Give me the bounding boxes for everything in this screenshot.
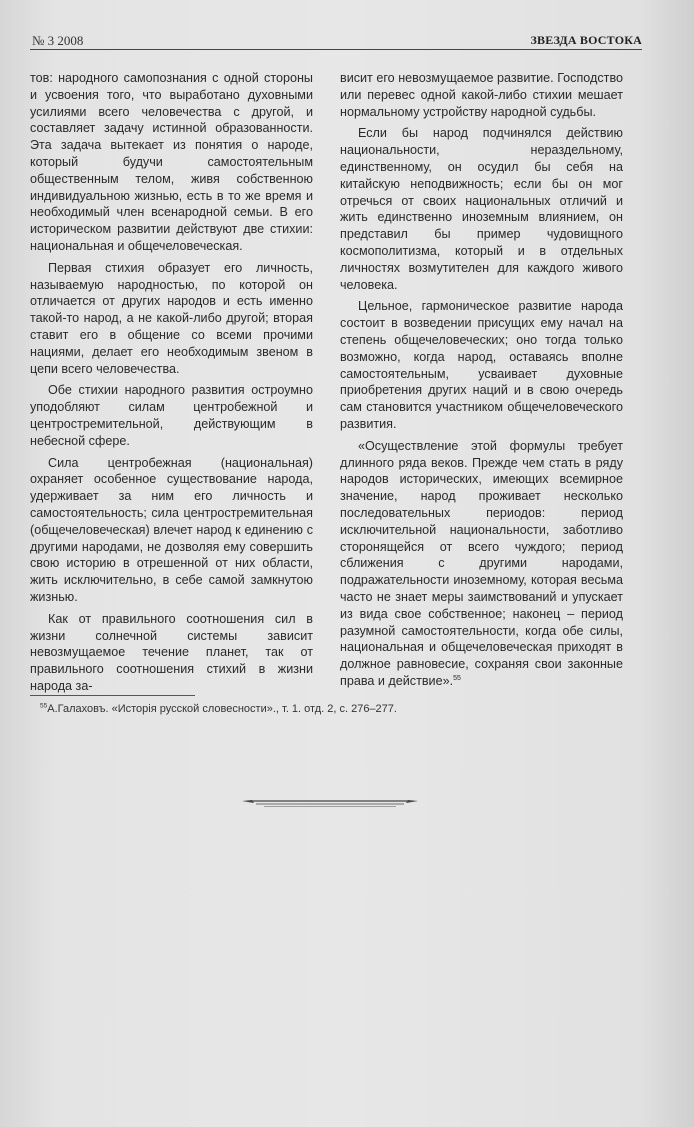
section-end-ornament	[240, 797, 420, 809]
paragraph: Сила центробежная (национальная) охраняет особенное существование народа, удерживает за ним его личность и самостоятельность; сила центростремительная (общечеловеческая) влечет народ к единению с другими народами, не дозволяя ему совершить свою историю в отрешенной от них области, жить исключительно, в себе самой замкнутою жизнью.	[30, 455, 313, 604]
paragraph: Первая стихия образует его личность, называемую народностью, по которой он отличается от других народов и есть именно такой-то народ, а не какой-либо другой; вторая ставит его в общение со всеми прочими нациями, делает его необходимым звеном в цепи всего человечества.	[30, 260, 313, 376]
journal-title: ЗВЕЗДА ВОСТОКА	[530, 33, 642, 47]
paragraph: висит его невозмущаемое развитие. Господство или перевес одной какой-либо стихии мешает нормальному устройству народной судьбы.	[340, 71, 623, 119]
paragraph: тов: народного самопознания с одной стороны и усвоения того, что выработано духовными усилиями всего человечества с другой, и составляет задачу истинной образованности. Эта задача вытекает из понятия о народе, который будучи самостоятельным общественным телом, живя собственною индивидуальною жизнью, есть в то же время и необходимый член всенародной семьи. В его историческом развитии действуют две стихии: национальная и общечеловеческая.	[30, 71, 313, 253]
left-column	[30, 70, 313, 700]
footnote	[40, 703, 640, 715]
paragraph	[340, 438, 623, 690]
footnote-text: А.Галаховъ. «Исторія русской словесности»., т. 1. отд. 2, с. 276–277.	[47, 703, 397, 715]
footnote-marker: 55	[40, 702, 48, 710]
page-header	[30, 33, 642, 50]
quote-text: «Осуществление этой формулы требует длинного ряда веков. Прежде чем стать в ряду народов исторических, имеющих всемирное значение, народ проживает несколько последовательных периодов: период исключительной национальности, заботливо сторонящейся от всего чуждого; период сближения с другими народами, подражательности иноземному, которая весьма часто не знает меры заимствований и упускает из вида свое собственное; наконец – период разумной самостоятельности, когда обе силы, национальная и общечеловеческая приходят в должное равновесие, сохраняя свои законные права и действие».	[340, 438, 623, 688]
paragraph: Обе стихии народного развития остроумно уподобляют силам центробежной и центростремительной, действующим в небесной сфере.	[30, 383, 313, 448]
paragraph: Если бы народ подчинялся действию национальности, нераздельному, единственному, он осудил бы себя на китайскую неподвижность; если бы он мог отречься от своих национальных отличий и жить единственно иноземным влиянием, он представил бы пример чудовищного космополитизма, который и в отдельных личностях возмутителен для каждого живого человека.	[340, 126, 623, 292]
paragraph: Как от правильного соотношения сил в жизни солнечной системы зависит невозмущаемое течение планет, так от правильного соотношения стихий в жизни народа за-	[30, 611, 313, 693]
footnote-reference[interactable]: 55	[453, 674, 461, 682]
paragraph: Цельное, гармоническое развитие народа состоит в возведении присущих ему начал на степень общечеловеческих; оно тогда только возможно, когда народ, оставаясь вполне самостоятельным, усваивает духовные приобретения других наций и в свою очередь сам становится участником общечеловеческого развития.	[340, 299, 623, 431]
right-column	[340, 70, 623, 695]
issue-number: № 3 2008	[32, 33, 84, 48]
footnote-divider	[30, 695, 195, 696]
